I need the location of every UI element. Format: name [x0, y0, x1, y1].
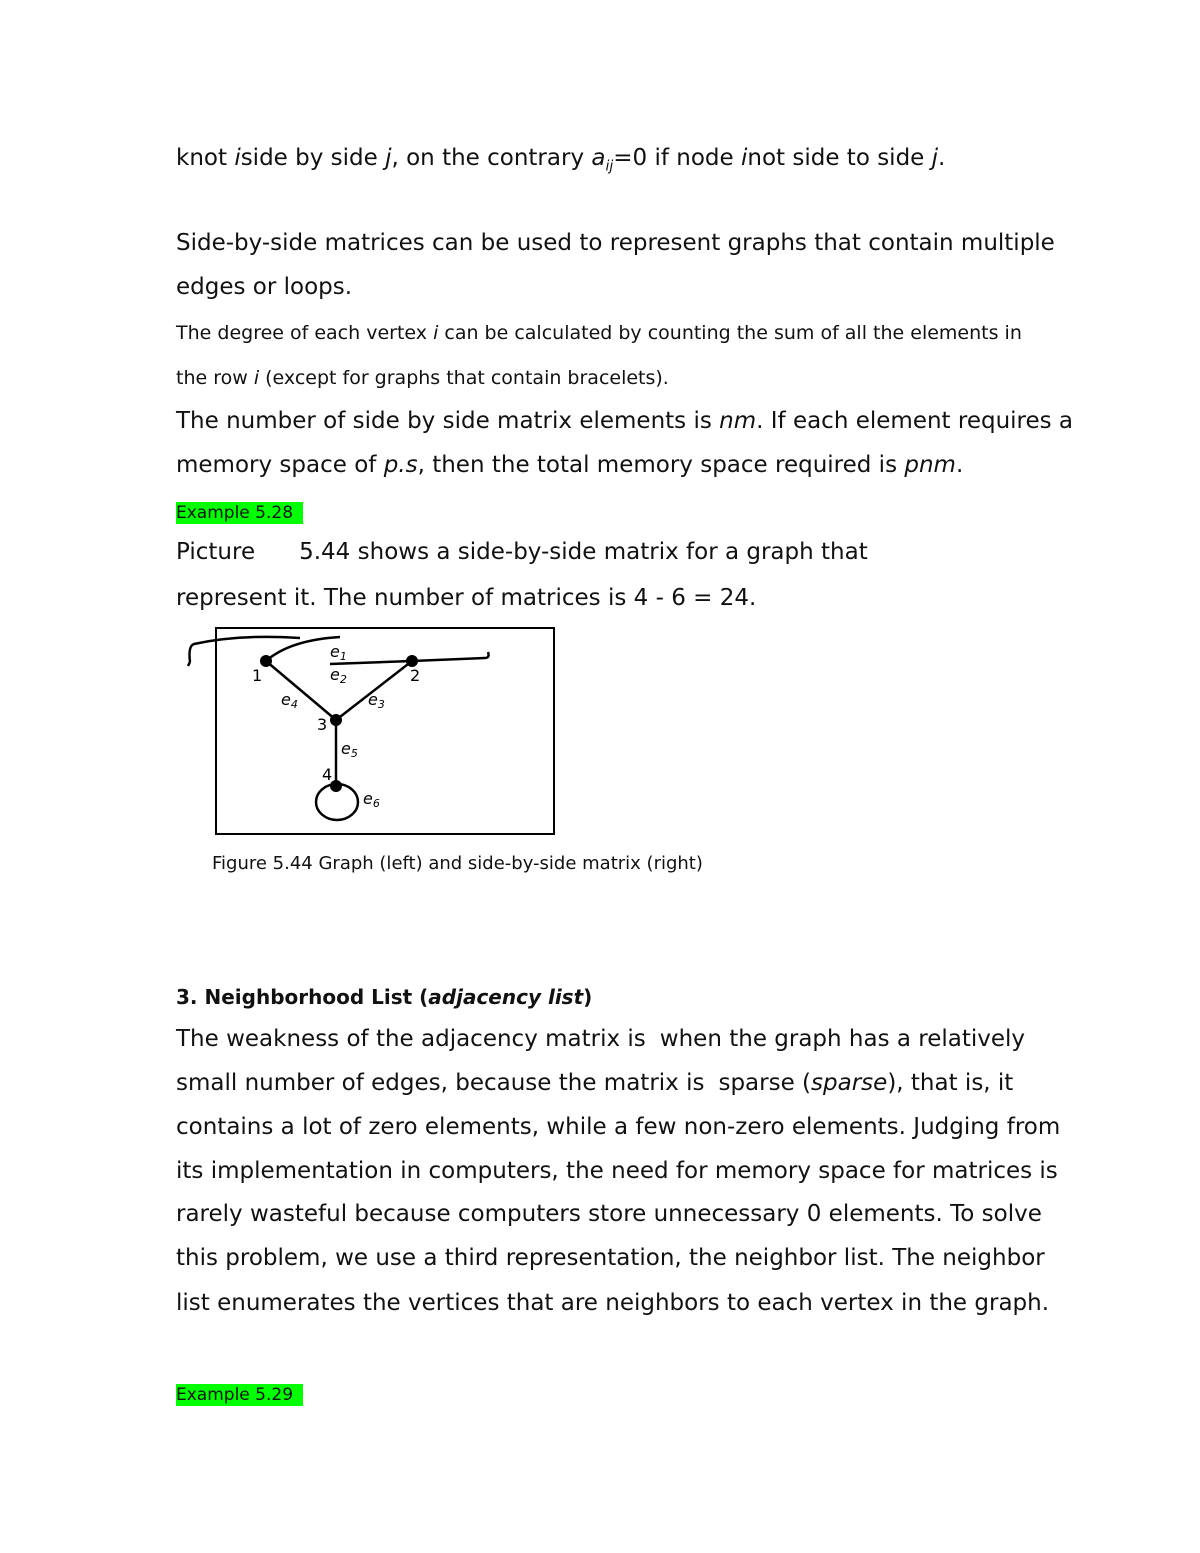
edge-e4: [266, 661, 336, 720]
text-run: when the graph has a relatively: [659, 1026, 1026, 1052]
paragraph-degree-line2: [176, 366, 669, 390]
math-i: i: [433, 322, 439, 344]
italic-term: sparse: [811, 1070, 888, 1096]
example-label: [176, 497, 303, 525]
math-pnm: pnm: [904, 452, 956, 478]
paragraph-weakness-line4: its implementation in computers, the need for memory space for matrices is: [176, 1158, 1058, 1184]
paragraph-degree-line1: [176, 321, 1022, 345]
math-i: i: [253, 367, 260, 389]
edge-e1: [266, 637, 340, 661]
text-run: (except for graphs that contain bracelets).: [259, 367, 669, 389]
text-run: memory space of: [176, 452, 384, 478]
paragraph-weakness-line5: rarely wasteful because computers store unnecessary 0 elements. To solve: [176, 1201, 1042, 1227]
heading-text: 3. Neighborhood List (: [176, 985, 429, 1009]
text-run: .: [938, 145, 946, 171]
freehand-stroke-tip: [188, 662, 190, 666]
freehand-stroke-right: [412, 652, 489, 661]
text-run: Picture: [176, 539, 256, 565]
paragraph-weakness-line6: this problem, we use a third representation, the neighbor list. The neighbor: [176, 1245, 1045, 1271]
edge-label-e2: e2: [330, 665, 347, 686]
edge-label-e3: e3: [368, 690, 385, 711]
figure-caption: Figure 5.44 Graph (left) and side-by-side matrix (right): [212, 853, 703, 874]
section-heading: [176, 983, 592, 1011]
paragraph-picture-line2: represent it. The number of matrices is 4 - 6 = 24.: [176, 585, 757, 611]
node-label-2: 2: [410, 666, 421, 685]
paragraph-memory-line2: [176, 451, 963, 479]
text-run: , on the contrary: [391, 145, 592, 171]
text-run: ), that is, it: [887, 1070, 1014, 1096]
text-run: small number of edges, because the matrix is: [176, 1070, 705, 1096]
edge-label-e1: e1: [330, 642, 347, 663]
math-i: i: [234, 145, 241, 171]
paragraph-adjacency-definition: [176, 144, 945, 181]
edge-label-e6: e6: [363, 789, 380, 810]
math-j: j: [931, 145, 939, 171]
edge-label-e4: e4: [281, 690, 298, 711]
math-subscript-ij: ij: [605, 158, 614, 175]
paragraph-picture-line1: [176, 538, 868, 566]
edge-label-e5: e5: [341, 739, 358, 760]
text-run: .: [955, 452, 964, 478]
example-highlight: Example 5.28: [176, 502, 303, 524]
text-run: knot: [176, 145, 235, 171]
paragraph-multiple-edges-line1: Side-by-side matrices can be used to represent graphs that contain multiple: [176, 230, 1055, 256]
math-j: j: [385, 145, 392, 171]
text-run: side by side: [240, 145, 386, 171]
text-run: The number of side by side matrix elements is: [176, 408, 720, 434]
example-highlight: Example 5.29: [176, 1384, 303, 1406]
node-3: [330, 714, 342, 726]
example-label-2: [176, 1379, 303, 1407]
math-a: a: [591, 145, 606, 171]
heading-italic: adjacency list: [428, 985, 584, 1009]
math-nm: nm: [719, 408, 757, 434]
heading-text: ): [583, 985, 593, 1009]
node-label-4: 4: [322, 765, 333, 784]
text-run: . If each element requires a: [756, 408, 1074, 434]
math-ps: p.s: [383, 452, 418, 478]
paragraph-weakness-line3: contains a lot of zero elements, while a few non-zero elements. Judging from: [176, 1114, 1061, 1140]
paragraph-weakness-line2: [176, 1069, 1013, 1097]
text-run: 5.44 shows a side-by-side matrix for a graph that: [299, 539, 868, 565]
text-run: The weakness of the adjacency matrix is: [176, 1026, 646, 1052]
paragraph-multiple-edges-line2: edges or loops.: [176, 274, 353, 300]
math-i: i: [741, 145, 748, 171]
text-run: , then the total memory space required is: [417, 452, 905, 478]
text-run: can be calculated by counting the sum of all the elements in: [438, 322, 1022, 344]
text-run: not side to side: [747, 145, 932, 171]
text-run: =0 if node: [613, 145, 741, 171]
text-run: the row: [176, 367, 254, 389]
node-label-3: 3: [317, 715, 328, 734]
text-run: The degree of each vertex: [176, 322, 434, 344]
paragraph-weakness-line1: [176, 1025, 1025, 1053]
node-label-1: 1: [252, 666, 263, 685]
graph-figure: [180, 620, 520, 830]
paragraph-weakness-line7: list enumerates the vertices that are neighbors to each vertex in the graph.: [176, 1290, 1050, 1316]
text-run: sparse (: [718, 1070, 812, 1096]
paragraph-memory-line1: [176, 407, 1073, 435]
